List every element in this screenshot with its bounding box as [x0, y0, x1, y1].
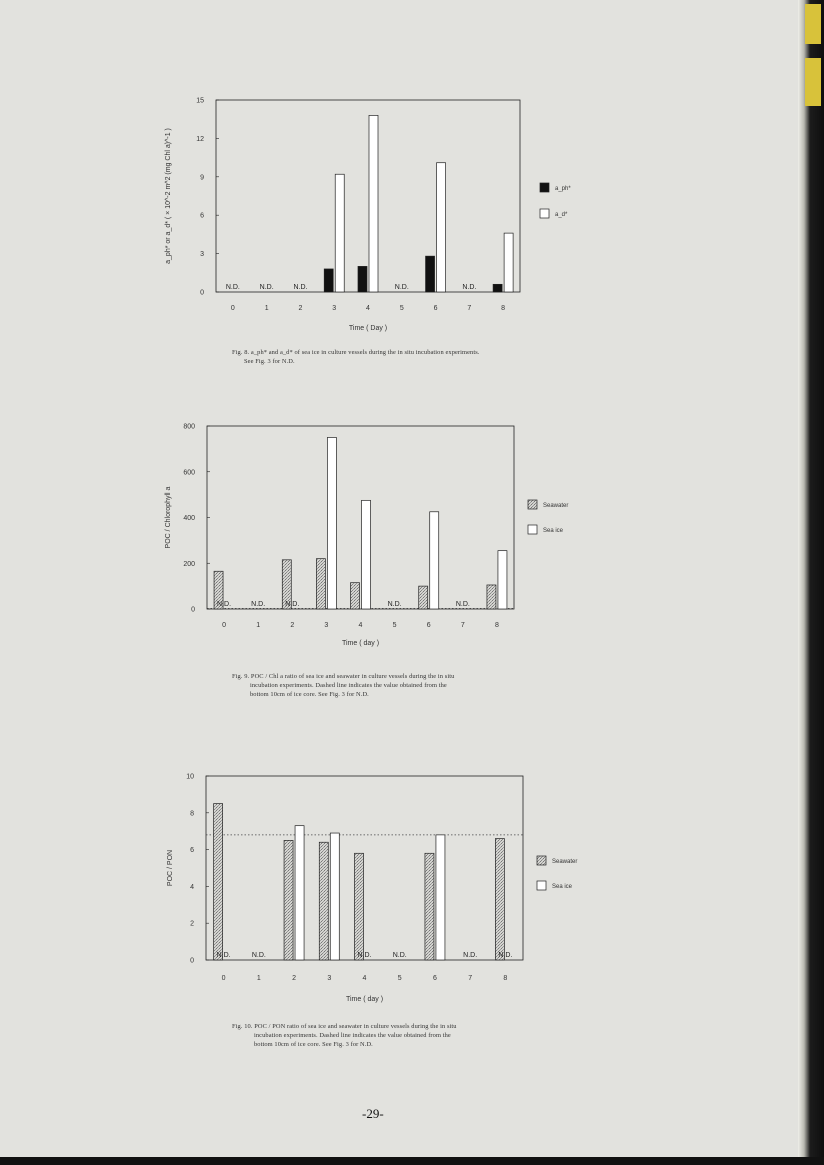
bar-seaice	[436, 835, 445, 960]
x-tick-label: 3	[324, 622, 329, 629]
bar-seawater	[495, 839, 504, 960]
x-tick-label: 8	[501, 305, 506, 312]
not-detected-label: N.D.	[392, 952, 407, 959]
x-tick-label: 7	[468, 975, 473, 982]
not-detected-label: N.D.	[498, 952, 513, 959]
legend-label: a_d*	[555, 212, 568, 218]
not-detected-label: N.D.	[251, 952, 266, 959]
caption-line: bottom 10cm of ice core. See Fig. 3 for N.D.	[254, 1041, 373, 1048]
x-tick-label: 5	[399, 305, 404, 312]
not-detected-label: N.D.	[394, 284, 409, 291]
x-tick-label: 6	[426, 622, 431, 629]
not-detected-label: N.D.	[387, 601, 402, 608]
x-tick-label: 8	[503, 975, 508, 982]
y-axis-label: POC / PON	[167, 849, 174, 887]
x-tick-label: 0	[222, 622, 227, 629]
bar-seawater	[425, 853, 434, 960]
x-tick-label: 4	[366, 305, 370, 312]
caption-line: bottom 10cm of ice core. See Fig. 3 for N.D.	[250, 691, 369, 698]
y-tick-label: 6	[200, 212, 204, 220]
bar-seaice	[330, 833, 339, 960]
caption-line: Fig. 10. POC / PON ratio of sea ice and seawater in culture vessels during the in situ	[232, 1023, 457, 1030]
not-detected-label: N.D.	[357, 952, 372, 959]
caption-line: Fig. 9. POC / Chl a ratio of sea ice and seawater in culture vessels during the in situ	[232, 673, 455, 680]
legend-label: Seawater	[543, 503, 569, 509]
y-tick-label: 0	[191, 606, 195, 614]
legend-label: Sea ice	[552, 884, 573, 890]
x-tick-label: 8	[494, 622, 499, 629]
legend-label: Sea ice	[543, 528, 564, 534]
x-tick-label: 5	[392, 622, 397, 629]
y-tick-label: 200	[183, 560, 195, 568]
bar-seaice	[295, 826, 304, 960]
x-tick-label: 6	[433, 305, 438, 312]
legend-swatch	[537, 881, 546, 890]
x-tick-label: 2	[298, 305, 303, 312]
not-detected-label: N.D.	[251, 601, 266, 608]
x-tick-label: 0	[221, 975, 226, 982]
y-tick-label: 3	[200, 251, 204, 259]
x-tick-label: 4	[358, 622, 363, 629]
legend-swatch	[537, 856, 546, 865]
x-axis-label: Time ( day )	[341, 640, 380, 647]
plot-frame	[206, 776, 523, 960]
x-tick-label: 2	[292, 975, 297, 982]
y-tick-label: 4	[190, 883, 194, 891]
y-axis-label: a_ph* or a_d* ( × 10^-2 m^2 (mg Chl a)^-1 )	[165, 128, 172, 264]
not-detected-label: N.D.	[462, 284, 477, 291]
y-tick-label: 6	[190, 847, 194, 855]
not-detected-label: N.D.	[216, 952, 231, 959]
y-tick-label: 9	[200, 174, 204, 182]
bar-seawater	[214, 804, 223, 960]
caption-line: See Fig. 3 for N.D.	[244, 358, 295, 365]
x-tick-label: 6	[432, 975, 437, 982]
y-tick-label: 10	[186, 773, 194, 781]
y-tick-label: 2	[190, 920, 194, 928]
legend-label: Seawater	[552, 859, 578, 865]
x-tick-label: 1	[256, 622, 261, 629]
x-tick-label: 7	[467, 305, 472, 312]
not-detected-label: N.D.	[455, 601, 470, 608]
y-tick-label: 12	[196, 135, 204, 143]
legend-label: a_ph*	[555, 186, 571, 192]
x-axis-label: Time ( Day )	[348, 325, 388, 332]
x-tick-label: 5	[397, 975, 402, 982]
y-axis-label: POC / Chlorophyll a	[165, 486, 172, 549]
not-detected-label: N.D.	[225, 284, 240, 291]
page-number: -29-	[362, 1106, 384, 1121]
y-tick-label: 8	[190, 810, 194, 818]
x-tick-label: 1	[256, 975, 261, 982]
x-axis-label: Time ( day )	[345, 996, 384, 1003]
x-tick-label: 0	[230, 305, 235, 312]
y-tick-label: 800	[183, 423, 195, 431]
y-tick-label: 0	[200, 289, 204, 297]
y-tick-label: 15	[196, 97, 204, 105]
not-detected-label: N.D.	[259, 284, 274, 291]
x-tick-label: 1	[264, 305, 269, 312]
not-detected-label: N.D.	[285, 601, 300, 608]
figure-10-caption	[232, 1022, 457, 1049]
caption-line: incubation experiments. Dashed line indicates the value obtained from the	[250, 682, 447, 689]
bar-seawater	[319, 842, 328, 960]
x-tick-label: 3	[332, 305, 337, 312]
x-tick-label: 3	[327, 975, 332, 982]
x-tick-label: 4	[362, 975, 367, 982]
x-tick-label: 2	[290, 622, 295, 629]
y-tick-label: 600	[183, 469, 195, 477]
caption-line: incubation experiments. Dashed line indicates the value obtained from the	[254, 1032, 451, 1039]
y-tick-label: 400	[183, 515, 195, 522]
bar-seawater	[284, 840, 293, 960]
not-detected-label: N.D.	[217, 601, 232, 608]
not-detected-label: N.D.	[463, 952, 478, 959]
not-detected-label: N.D.	[293, 284, 308, 291]
bar-seawater	[355, 853, 364, 960]
x-tick-label: 7	[460, 622, 465, 629]
caption-line: Fig. 8. a_ph* and a_d* of sea ice in culture vessels during the in situ incubation experiments.	[232, 349, 480, 356]
y-tick-label: 0	[190, 957, 194, 965]
